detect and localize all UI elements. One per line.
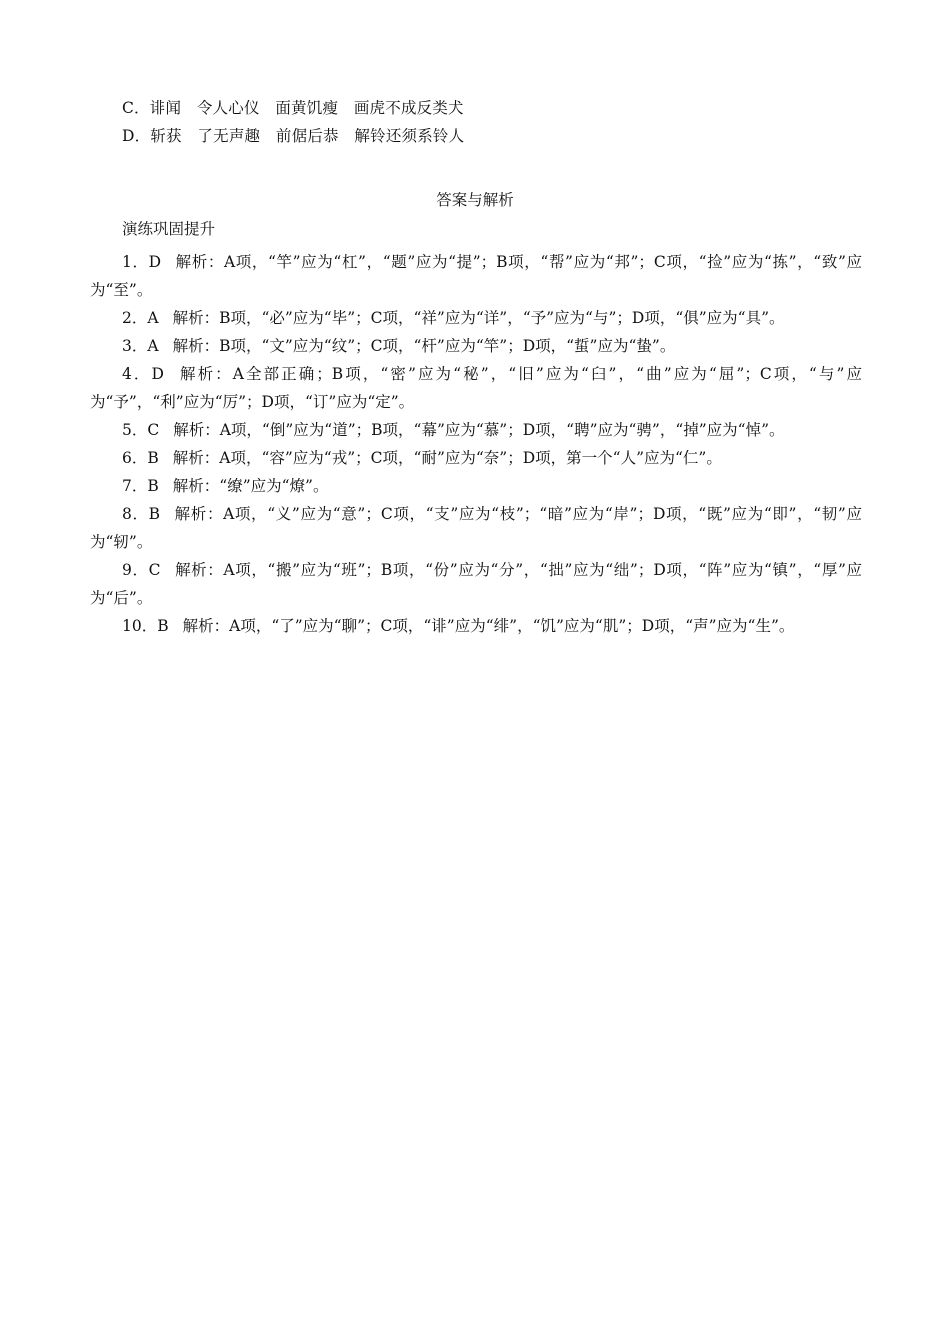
answer-number: 3．A bbox=[122, 337, 159, 355]
answer-text: 解析：“缭”应为“燎”。 bbox=[172, 477, 329, 495]
option-c: C．诽闻 令人心仪 面黄饥瘦 画虎不成反类犬 bbox=[122, 99, 464, 117]
answer-item bbox=[90, 500, 862, 556]
answer-text: 解析：A项，“义”应为“意”；C项，“支”应为“枝”；“暗”应为“岸”；D项，“既”应为“即”，“韧”应为“轫”。 bbox=[90, 505, 862, 551]
option-d: D．斩获 了无声趣 前倨后恭 解铃还须系铃人 bbox=[122, 127, 465, 145]
subsection-title: 演练巩固提升 bbox=[122, 220, 216, 238]
answer-item bbox=[90, 304, 862, 332]
section-title: 答案与解析 bbox=[436, 191, 514, 209]
answer-item bbox=[90, 248, 862, 304]
answer-number: 4．D bbox=[122, 365, 164, 383]
answer-item bbox=[90, 444, 862, 472]
answer-item bbox=[90, 472, 862, 500]
answer-text: 解析：A全部正确；B项，“密”应为“秘”，“旧”应为“臼”，“曲”应为“屈”；C项，“与”应为“予”，“利”应为“厉”；D项，“订”应为“定”。 bbox=[90, 365, 862, 411]
answer-number: 9．C bbox=[122, 561, 161, 579]
answer-number: 10．B bbox=[122, 617, 169, 635]
answer-list bbox=[90, 248, 862, 640]
answer-text: 解析：B项，“必”应为“毕”；C项，“祥”应为“详”，“予”应为“与”；D项，“俱”应为“具”。 bbox=[172, 309, 785, 327]
answer-text: 解析：A项，“了”应为“聊”；C项，“诽”应为“绯”，“饥”应为“肌”；D项，“声”应为“生”。 bbox=[182, 617, 795, 635]
answer-number: 1．D bbox=[122, 253, 162, 271]
answer-text: 解析：A项，“倒”应为“道”；B项，“幕”应为“慕”；D项，“聘”应为“骋”，“掉”应为“悼”。 bbox=[173, 421, 785, 439]
answer-number: 2．A bbox=[122, 309, 159, 327]
answer-number: 7．B bbox=[122, 477, 159, 495]
answer-item bbox=[90, 416, 862, 444]
answer-item bbox=[90, 332, 862, 360]
answer-item bbox=[90, 360, 862, 416]
answer-number: 5．C bbox=[122, 421, 160, 439]
answer-text: 解析：A项，“搬”应为“班”；B项，“份”应为“分”，“拙”应为“绌”；D项，“阵”应为“镇”，“厚”应为“后”。 bbox=[90, 561, 862, 607]
answer-number: 8．B bbox=[122, 505, 161, 523]
answer-text: 解析：B项，“文”应为“纹”；C项，“杆”应为“竿”；D项，“蜇”应为“蛰”。 bbox=[172, 337, 676, 355]
answer-text: 解析：A项，“竿”应为“杠”，“题”应为“提”；B项，“帮”应为“邦”；C项，“捡”应为“拣”，“致”应为“至”。 bbox=[90, 253, 862, 299]
answer-number: 6．B bbox=[122, 449, 159, 467]
answer-text: 解析：A项，“容”应为“戎”；C项，“耐”应为“奈”；D项，第一个“人”应为“仁”。 bbox=[172, 449, 722, 467]
answer-item bbox=[90, 612, 862, 640]
answer-item bbox=[90, 556, 862, 612]
